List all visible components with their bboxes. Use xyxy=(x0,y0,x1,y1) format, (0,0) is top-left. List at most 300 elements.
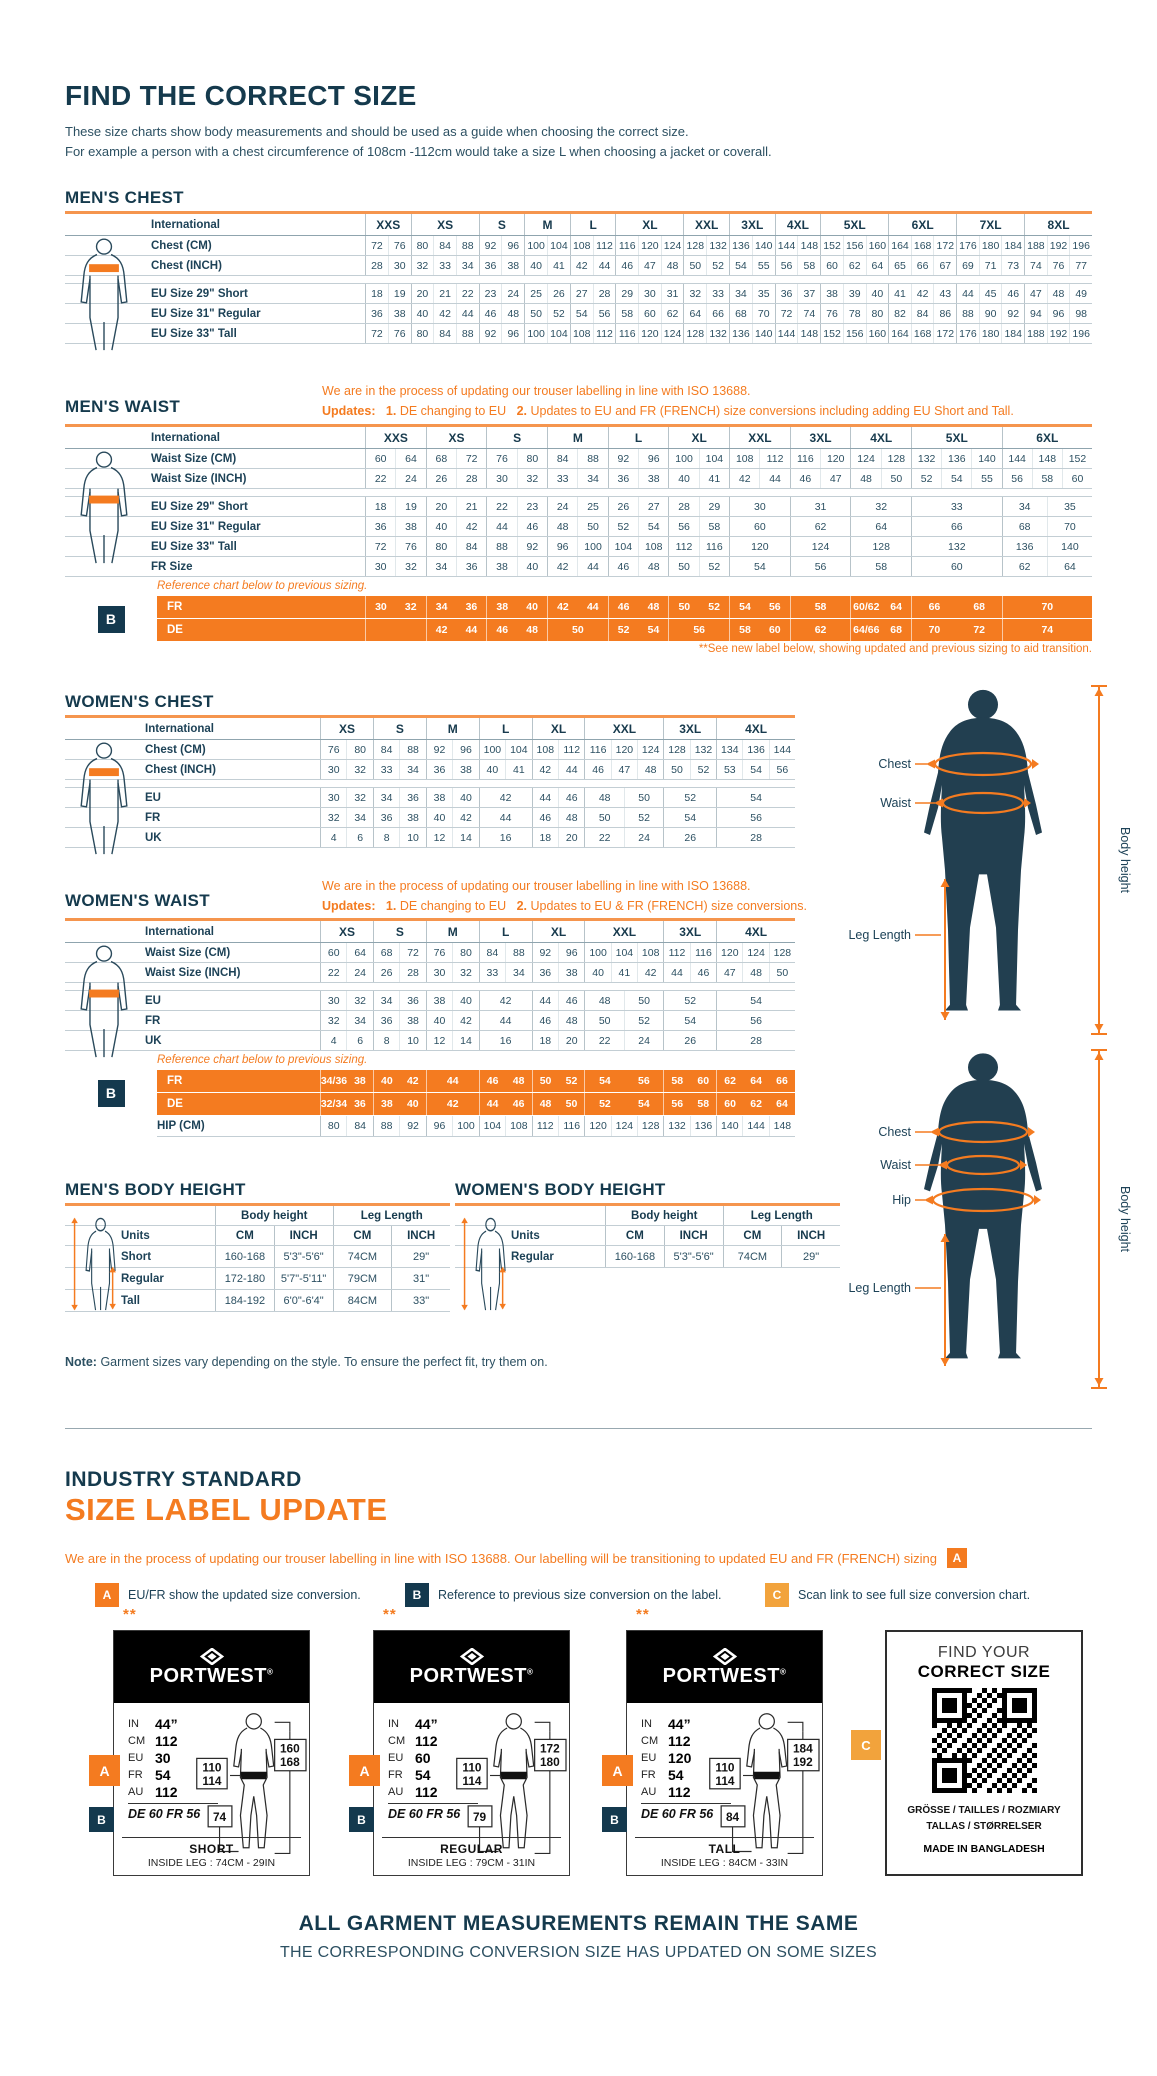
iso-note: We are in the process of updating our trouser labelling in line with ISO 13688. xyxy=(322,384,751,398)
size-cell: XXL xyxy=(584,921,663,942)
table-cell: 79CM xyxy=(333,1268,392,1289)
table-row xyxy=(65,740,795,760)
size-cell: L xyxy=(570,214,616,235)
made-in-label: MADE IN BANGLADESH xyxy=(923,1843,1045,1855)
size-cell: 4XL xyxy=(716,718,795,739)
table-cell: Regular xyxy=(511,1250,554,1263)
previous-sizing-rows xyxy=(65,596,1092,642)
size-cell: 132 136 xyxy=(663,1116,716,1136)
table-cell: 29" xyxy=(781,1246,840,1267)
row-label: EU xyxy=(145,994,161,1007)
portwest-logo xyxy=(627,1631,822,1703)
size-cell: 40 42 xyxy=(373,1070,426,1092)
size-cell: 94 96 98 xyxy=(1024,304,1092,323)
size-cell: 128 132 xyxy=(683,324,729,343)
qr-title-line2: CORRECT SIZE xyxy=(917,1662,1051,1681)
size-cell: 32 33 34 xyxy=(411,256,479,275)
transition-footnote: **See new label below, showing updated and previous sizing to aid transition. xyxy=(698,643,1092,655)
size-cell: 34 36 xyxy=(426,596,487,618)
spacer-row xyxy=(65,983,795,991)
spacer-row xyxy=(65,489,1092,497)
size-cell: 26 xyxy=(663,1031,716,1050)
brand-name: PORTWEST® xyxy=(149,1665,274,1687)
size-cell: 140 144 148 xyxy=(716,1116,795,1136)
size-cell: 26 28 xyxy=(373,963,426,982)
size-cell: 34 36 xyxy=(373,991,426,1010)
size-cell: 120 124 128 xyxy=(584,1116,663,1136)
size-cell: 52 54 xyxy=(608,619,669,641)
size-cell: 66 xyxy=(911,517,1002,536)
table-row xyxy=(65,284,1092,304)
spec-row: AU 112 xyxy=(128,1783,178,1800)
garment-label-regular xyxy=(357,1630,570,1876)
row-label: Chest (INCH) xyxy=(145,763,216,776)
spacer-row xyxy=(65,276,1092,284)
size-cell: XXS xyxy=(365,214,411,235)
size-cell: 120 xyxy=(729,537,790,556)
size-cell: 30 32 xyxy=(365,596,426,618)
size-cell: 30 32 xyxy=(365,557,426,576)
table-row xyxy=(65,557,1092,577)
industry-standard-heading: INDUSTRY STANDARD xyxy=(65,1468,302,1491)
table-row xyxy=(65,1031,795,1051)
size-cell xyxy=(365,619,426,641)
row-label: HIP (CM) xyxy=(157,1120,205,1132)
spec-row: IN 44” xyxy=(128,1715,178,1732)
garment-label-short xyxy=(97,1630,310,1876)
row-label: International xyxy=(151,218,221,231)
size-cell: 46 48 xyxy=(479,304,525,323)
size-cell: 33 xyxy=(911,497,1002,516)
table-cell: Body height xyxy=(215,1206,333,1225)
table-row xyxy=(157,596,1092,619)
size-cell: 100 104 108 xyxy=(584,943,663,962)
size-cell: 68 70 xyxy=(729,304,775,323)
row-label: DE xyxy=(167,624,183,636)
reference-note: Reference chart below to previous sizing. xyxy=(157,1053,368,1066)
size-cell: 132 136 140 xyxy=(911,449,1002,468)
size-cell: L xyxy=(479,718,532,739)
size-cell: 54 xyxy=(663,808,716,827)
reference-note: Reference chart below to previous sizing. xyxy=(157,579,368,592)
size-cell: 28 xyxy=(716,1031,795,1050)
svg-text:Waist: Waist xyxy=(880,1158,911,1172)
size-cell: 18 20 xyxy=(532,828,585,847)
group-header-row xyxy=(455,1206,840,1226)
table-cell: 184-192 xyxy=(215,1290,274,1311)
table-row xyxy=(65,1290,450,1312)
size-cell: 84 88 xyxy=(373,740,426,759)
table-row xyxy=(65,1246,450,1268)
size-cell: L xyxy=(479,921,532,942)
size-cell: 76 78 80 xyxy=(820,304,888,323)
size-cell: 42 xyxy=(426,1093,479,1115)
size-cell: L xyxy=(608,427,669,448)
updates-note: Updates: 1. DE changing to EU 2. Updates to EU & FR (FRENCH) size conversions. xyxy=(322,899,807,913)
size-cell: XL xyxy=(668,427,729,448)
size-cell: 88 92 xyxy=(373,1116,426,1136)
size-cell: 44 xyxy=(479,1011,532,1030)
table-row xyxy=(65,304,1092,324)
size-cell: 88 92 xyxy=(486,537,547,556)
size-cell: 50 52 xyxy=(524,304,570,323)
size-cell: 116 120 124 xyxy=(584,740,663,759)
size-cell: 176 180 184 xyxy=(956,324,1024,343)
spec-row: IN 44” xyxy=(641,1715,691,1732)
table-row xyxy=(65,718,795,740)
size-cell: XS xyxy=(320,718,373,739)
units-row xyxy=(65,1226,450,1246)
row-label: International xyxy=(145,722,215,735)
size-cell: 4XL xyxy=(775,214,821,235)
size-cell: 50 52 xyxy=(584,808,663,827)
size-cell: 18 19 xyxy=(365,497,426,516)
size-cell: 48 50 xyxy=(584,788,663,807)
size-cell: 92 96 xyxy=(532,943,585,962)
size-cell: 46 48 xyxy=(532,808,585,827)
size-cell: 44 xyxy=(426,1070,479,1092)
size-cell: 132 xyxy=(911,537,1002,556)
size-cell: 76 80 xyxy=(320,740,373,759)
size-cell: 38 39 40 xyxy=(820,284,888,303)
size-cell: 52 54 xyxy=(584,1093,663,1115)
size-cell: 52 xyxy=(663,991,716,1010)
size-cell: 74 xyxy=(1002,619,1093,641)
table-row xyxy=(65,449,1092,469)
svg-text:110: 110 xyxy=(715,1760,735,1775)
table-cell: 33" xyxy=(391,1290,450,1311)
size-cell: 48 50 xyxy=(584,991,663,1010)
size-cell: 34 35 xyxy=(729,284,775,303)
table-cell: INCH xyxy=(274,1226,333,1245)
size-cell: 36 38 xyxy=(479,256,525,275)
badge-b-icon: B xyxy=(349,1807,374,1832)
row-label: DE xyxy=(167,1098,183,1110)
table-row xyxy=(65,1268,450,1290)
table-row xyxy=(65,469,1092,489)
size-cell: XXL xyxy=(683,214,729,235)
womens-waist-update-note xyxy=(322,876,807,916)
size-cell: 23 24 xyxy=(479,284,525,303)
row-label: Chest (CM) xyxy=(151,239,212,252)
legend-text: Scan link to see full size conversion chart. xyxy=(798,1588,1031,1602)
size-cell: 26 xyxy=(663,828,716,847)
table-row xyxy=(65,921,795,943)
size-cell: 18 19 xyxy=(365,284,411,303)
qr-panel xyxy=(861,1630,1083,1876)
size-cell: 53 54 56 xyxy=(716,760,795,779)
size-cell: 56 xyxy=(716,808,795,827)
size-cell: 38 40 xyxy=(426,788,479,807)
table-row xyxy=(65,497,1092,517)
size-cell: 116 120 124 xyxy=(615,236,683,255)
size-cell: 136 140 xyxy=(729,324,775,343)
size-cell: 48 50 xyxy=(547,517,608,536)
size-cell: 62 64 xyxy=(1002,557,1093,576)
size-cell: 88 90 92 xyxy=(956,304,1024,323)
mens-body-height-table xyxy=(65,1203,450,1312)
size-cell: 62 xyxy=(790,619,851,641)
size-cell: 60 xyxy=(729,517,790,536)
size-cell: 46 47 48 xyxy=(615,256,683,275)
spacer-row xyxy=(65,780,795,788)
spec-row: FR 54 xyxy=(641,1766,684,1783)
size-cell: 76 80 xyxy=(426,943,479,962)
size-cell: 44 xyxy=(479,808,532,827)
table-cell: 31" xyxy=(391,1268,450,1289)
size-cell: 68 72 xyxy=(373,943,426,962)
spec-row: EU 30 xyxy=(128,1749,171,1766)
size-cell: 8 10 xyxy=(373,828,426,847)
size-cell: 52 xyxy=(663,788,716,807)
row-label: Chest (CM) xyxy=(145,743,206,756)
size-cell: 48 50 xyxy=(532,1093,585,1115)
previous-sizing-rows xyxy=(65,1070,795,1116)
size-cell: 50 52 xyxy=(683,256,729,275)
spec-row: FR 54 xyxy=(128,1766,171,1783)
iso-note: We are in the process of updating our trouser labelling in line with ISO 13688. xyxy=(322,879,751,893)
table-cell: 84CM xyxy=(333,1290,392,1311)
size-cell: 144 148 xyxy=(775,236,821,255)
size-cell: 56 xyxy=(668,619,729,641)
size-cell: 108 112 xyxy=(532,740,585,759)
size-cell: 92 96 xyxy=(479,236,525,255)
size-cell: 104 108 xyxy=(479,1116,532,1136)
badge-a-icon: A xyxy=(95,1583,119,1607)
size-cell: 108 112 xyxy=(570,324,616,343)
svg-text:168: 168 xyxy=(279,1755,300,1769)
row-label: FR xyxy=(167,601,183,613)
size-cell: 82 84 86 xyxy=(888,304,956,323)
size-cell: 60/62 64 xyxy=(850,596,911,618)
size-cell: 40 41 xyxy=(479,760,532,779)
size-cell: 44 45 46 xyxy=(956,284,1024,303)
units-row xyxy=(455,1226,840,1246)
size-cell: XS xyxy=(426,427,487,448)
size-cell: 112 116 xyxy=(663,943,716,962)
size-cell: 36 37 xyxy=(775,284,821,303)
size-cell: 38 40 xyxy=(373,1093,426,1115)
size-cell: 40 42 44 xyxy=(411,304,479,323)
size-cell: 6XL xyxy=(888,214,956,235)
previous-size-label: DE 60 FR 56 xyxy=(128,1803,218,1821)
row-label: EU Size 33" Tall xyxy=(151,540,237,553)
size-cell: 50 52 xyxy=(668,596,729,618)
size-cell: 40 41 xyxy=(524,256,570,275)
badge-b-icon: B xyxy=(405,1583,429,1607)
size-cell: 80 84 xyxy=(426,537,487,556)
size-cell: 54 56 xyxy=(584,1070,663,1092)
table-cell: 160-168 xyxy=(605,1246,664,1267)
size-cell: 44 46 xyxy=(663,963,716,982)
row-label: International xyxy=(145,925,215,938)
size-cell: 164 168 172 xyxy=(888,324,956,343)
badge-a-icon: A xyxy=(349,1755,380,1786)
womens-body-height-heading: WOMEN'S BODY HEIGHT xyxy=(455,1180,666,1199)
size-cell: S xyxy=(373,718,426,739)
size-cell: 48 50 xyxy=(850,469,911,488)
size-cell: 12 14 xyxy=(426,1031,479,1050)
table-row xyxy=(157,1116,795,1137)
size-cell: XL xyxy=(615,214,683,235)
table-row xyxy=(65,214,1092,236)
size-cell: 56 58 xyxy=(775,256,821,275)
size-cell: 46 47 48 xyxy=(584,760,663,779)
size-cell: 66 68 xyxy=(911,596,1002,618)
previous-size-label: DE 60 FR 56 xyxy=(388,1803,478,1821)
size-cell: 56 xyxy=(716,1011,795,1030)
size-cell: 108 112 xyxy=(729,449,790,468)
badge-a-icon: A xyxy=(602,1755,633,1786)
size-cell: 64/66 68 xyxy=(850,619,911,641)
table-row xyxy=(65,991,795,1011)
table-cell: Short xyxy=(121,1250,152,1263)
svg-text:Leg Length: Leg Length xyxy=(848,928,911,942)
size-cell: 68 72 xyxy=(426,449,487,468)
size-cell: 36 38 xyxy=(365,304,411,323)
svg-text:110: 110 xyxy=(462,1760,482,1775)
size-cell: 84 88 xyxy=(547,449,608,468)
table-cell: INCH xyxy=(391,1226,450,1245)
portwest-diamond-icon xyxy=(710,1648,740,1665)
size-cell: 50 52 xyxy=(584,1011,663,1030)
size-cell: 80 84 88 xyxy=(411,324,479,343)
size-cell: 42 44 xyxy=(426,619,487,641)
inside-leg: INSIDE LEG : 84CM - 33IN xyxy=(660,1857,789,1869)
size-cell: 29 30 31 xyxy=(615,284,683,303)
svg-text:Leg Length: Leg Length xyxy=(848,1281,911,1295)
badge-c-icon: C xyxy=(765,1583,789,1607)
svg-text:74: 74 xyxy=(212,1810,227,1825)
size-cell: 58 60 62 xyxy=(615,304,683,323)
size-cell: 136 140 xyxy=(729,236,775,255)
table-row xyxy=(455,1246,840,1268)
svg-text:110: 110 xyxy=(202,1760,222,1775)
size-cell: 124 xyxy=(790,537,851,556)
row-label: Chest (INCH) xyxy=(151,259,222,272)
badge-c-icon: C xyxy=(851,1730,881,1760)
size-cell: 42 44 xyxy=(547,596,608,618)
size-cell: 144 148 152 xyxy=(1002,449,1093,468)
table-row xyxy=(157,1093,795,1116)
size-cell: 31 xyxy=(790,497,851,516)
size-cell: 84 88 xyxy=(479,943,532,962)
size-cell: 136 140 xyxy=(1002,537,1093,556)
size-cell: 52 54 xyxy=(608,517,669,536)
size-cell: 58 60 xyxy=(729,619,790,641)
size-cell: 60 xyxy=(911,557,1002,576)
section-divider xyxy=(65,1428,1092,1429)
row-label: EU Size 29" Short xyxy=(151,500,248,513)
size-cell: 80 84 88 xyxy=(411,236,479,255)
size-cell: 34/36 38 xyxy=(320,1070,373,1092)
size-cell: 44 46 xyxy=(532,788,585,807)
mens-waist-update-note xyxy=(322,381,1014,421)
row-label: FR Size xyxy=(151,560,193,573)
size-cell: 50 52 xyxy=(663,760,716,779)
table-row xyxy=(65,256,1092,276)
svg-text:84: 84 xyxy=(725,1810,740,1825)
table-cell: Leg Length xyxy=(723,1206,841,1225)
row-label: EU xyxy=(145,791,161,804)
row-label: EU Size 33" Tall xyxy=(151,327,237,340)
fit-zone xyxy=(122,1837,301,1869)
size-cell: 42 44 xyxy=(570,256,616,275)
womens-waist-table xyxy=(65,918,795,1137)
size-cell: 32 xyxy=(850,497,911,516)
fit-zone xyxy=(382,1837,561,1869)
row-label: Waist Size (INCH) xyxy=(145,966,241,979)
size-cell: XL xyxy=(532,921,585,942)
table-cell: Body height xyxy=(605,1206,723,1225)
svg-text:Body height: Body height xyxy=(1118,1185,1132,1253)
size-cell: 34 36 xyxy=(373,788,426,807)
size-cell: 62 64 66 xyxy=(716,1070,795,1092)
row-label: Waist Size (CM) xyxy=(151,452,237,465)
table-row xyxy=(65,324,1092,344)
intro-line-1: These size charts show body measurements and should be used as a guide when choosing the correct size. xyxy=(65,124,689,139)
size-cell: 8 10 xyxy=(373,1031,426,1050)
label-stars: ** xyxy=(636,1606,650,1623)
table-cell xyxy=(511,1206,605,1225)
size-cell: 46 48 xyxy=(532,1011,585,1030)
row-label: FR xyxy=(167,1075,183,1087)
size-cell: 24 25 xyxy=(547,497,608,516)
size-cell: 26 28 xyxy=(426,469,487,488)
size-cell: 22 24 xyxy=(320,963,373,982)
inside-leg: INSIDE LEG : 74CM - 29IN xyxy=(147,1857,276,1869)
size-cell: 112 116 xyxy=(532,1116,585,1136)
size-cell: 72 76 xyxy=(365,236,411,255)
spec-row: AU 112 xyxy=(641,1783,691,1800)
table-row xyxy=(157,1070,795,1093)
size-cell: 60 62 64 xyxy=(820,256,888,275)
size-cell: 188 192 196 xyxy=(1024,236,1092,255)
table-cell xyxy=(121,1206,215,1225)
size-cell: 5XL xyxy=(820,214,888,235)
brand-name: PORTWEST® xyxy=(662,1665,787,1687)
size-cell: XXL xyxy=(729,427,790,448)
size-cell: 7XL xyxy=(956,214,1024,235)
portwest-diamond-icon xyxy=(457,1648,487,1665)
size-cell: 46 48 xyxy=(608,557,669,576)
size-cell: 12 14 xyxy=(426,828,479,847)
fit-zone xyxy=(635,1837,814,1869)
size-cell: 56 58 xyxy=(668,517,729,536)
svg-text:114: 114 xyxy=(715,1774,735,1788)
size-cell: 40 41 42 xyxy=(584,963,663,982)
size-cell: M xyxy=(426,718,479,739)
size-cell: 54 56 xyxy=(570,304,616,323)
mens-body-height-heading: MEN'S BODY HEIGHT xyxy=(65,1180,246,1199)
size-cell: 42 44 xyxy=(547,557,608,576)
table-cell: 5'3"-5'6" xyxy=(274,1246,333,1267)
table-row xyxy=(65,943,795,963)
table-cell: Regular xyxy=(121,1272,164,1285)
intro-line-2: For example a person with a chest circumference of 108cm -112cm would take a size L when choosing a jacket or coverall. xyxy=(65,144,772,159)
table-row xyxy=(65,788,795,808)
legend-text: EU/FR show the updated size conversion. xyxy=(128,1588,361,1602)
portwest-diamond-icon xyxy=(197,1648,227,1665)
size-cell: 30 32 xyxy=(486,469,547,488)
size-cell: 54 xyxy=(716,991,795,1010)
size-cell: 116 120 124 xyxy=(615,324,683,343)
size-cell: 28 29 xyxy=(668,497,729,516)
size-cell: 128 xyxy=(850,537,911,556)
female-measurement-figure xyxy=(833,1044,1133,1397)
size-cell: 18 20 xyxy=(532,1031,585,1050)
size-cell: M xyxy=(426,921,479,942)
